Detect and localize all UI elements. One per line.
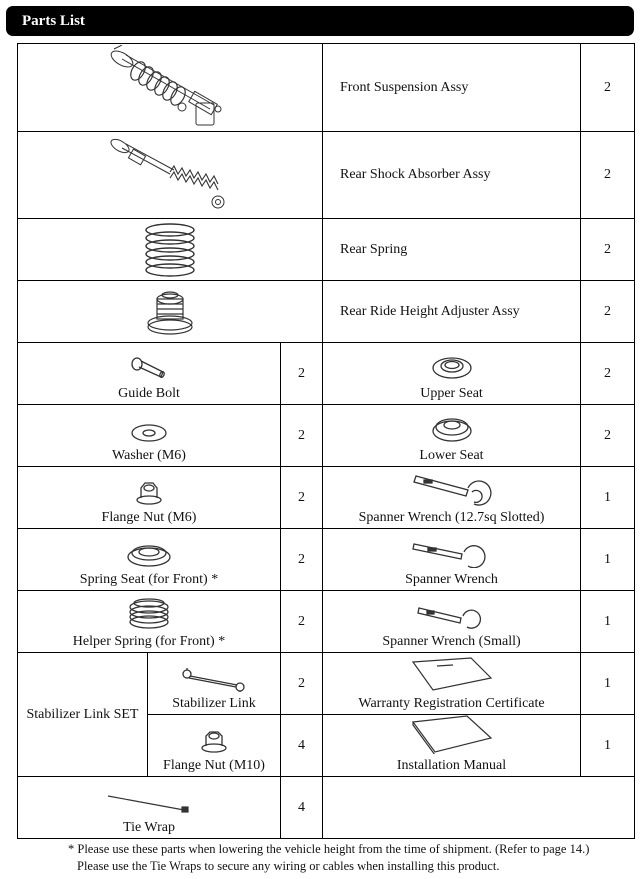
table-row bbox=[18, 777, 635, 839]
part-cell bbox=[323, 529, 581, 591]
part-quantity: 2 bbox=[281, 529, 323, 591]
part-name: Helper Spring (for Front) * bbox=[72, 633, 226, 649]
part-illustration-cell bbox=[18, 132, 323, 219]
front-suspension-icon bbox=[100, 45, 240, 131]
part-quantity: 2 bbox=[581, 132, 635, 219]
table-row bbox=[18, 653, 635, 715]
part-quantity: 2 bbox=[281, 467, 323, 529]
part-quantity: 2 bbox=[281, 405, 323, 467]
part-quantity: 2 bbox=[281, 343, 323, 405]
part-cell bbox=[323, 405, 581, 467]
table-row bbox=[18, 529, 635, 591]
part-quantity: 2 bbox=[581, 219, 635, 281]
part-name: Flange Nut (M6) bbox=[101, 509, 197, 525]
part-name: Lower Seat bbox=[419, 447, 484, 463]
part-cell bbox=[18, 405, 281, 467]
part-name: Spanner Wrench (Small) bbox=[382, 633, 521, 649]
page-title: Parts List bbox=[22, 13, 85, 29]
part-quantity: 1 bbox=[581, 529, 635, 591]
part-quantity: 1 bbox=[581, 715, 635, 777]
footnote-line: Please use the Tie Wraps to secure any wiring or cables when installing this product. bbox=[77, 859, 500, 873]
washer-icon bbox=[129, 422, 169, 444]
rear-spring-icon bbox=[135, 221, 205, 279]
part-name: Installation Manual bbox=[396, 757, 507, 773]
empty-cell bbox=[323, 777, 635, 839]
tie-wrap-icon bbox=[104, 792, 194, 816]
table-row bbox=[18, 132, 635, 219]
spanner-wrench-slotted-icon bbox=[410, 472, 494, 506]
part-name: Rear Spring bbox=[323, 219, 581, 281]
part-cell bbox=[18, 343, 281, 405]
spring-seat-icon bbox=[125, 540, 173, 568]
part-name: Upper Seat bbox=[420, 385, 483, 401]
part-illustration-cell bbox=[18, 219, 323, 281]
stabilizer-set-label: Stabilizer Link SET bbox=[18, 653, 148, 777]
part-cell bbox=[323, 653, 581, 715]
part-quantity: 2 bbox=[581, 405, 635, 467]
ride-height-adjuster-icon bbox=[140, 287, 200, 337]
part-quantity: 2 bbox=[581, 44, 635, 132]
footnote-line: * Please use these parts when lowering the vehicle height from the time of shipment. (Refer to page 14.) bbox=[68, 842, 590, 856]
table-row bbox=[18, 467, 635, 529]
part-cell bbox=[323, 467, 581, 529]
part-quantity: 2 bbox=[581, 343, 635, 405]
table-row bbox=[18, 44, 635, 132]
part-cell bbox=[148, 653, 281, 715]
part-quantity: 1 bbox=[581, 653, 635, 715]
part-cell bbox=[18, 529, 281, 591]
lower-seat-icon bbox=[430, 414, 474, 444]
footnotes bbox=[68, 841, 589, 875]
flange-nut-m10-icon bbox=[199, 728, 229, 754]
part-cell bbox=[323, 591, 581, 653]
part-cell bbox=[323, 343, 581, 405]
spanner-wrench-icon bbox=[410, 538, 494, 568]
helper-spring-icon bbox=[127, 596, 171, 630]
table-row bbox=[18, 281, 635, 343]
rear-shock-absorber-icon bbox=[100, 134, 240, 216]
part-quantity: 4 bbox=[281, 715, 323, 777]
table-row bbox=[18, 219, 635, 281]
part-illustration-cell bbox=[18, 44, 323, 132]
part-quantity: 2 bbox=[281, 653, 323, 715]
part-name: Spanner Wrench bbox=[405, 571, 498, 587]
part-quantity: 1 bbox=[581, 591, 635, 653]
flange-nut-icon bbox=[134, 478, 164, 506]
spanner-wrench-small-icon bbox=[415, 604, 489, 630]
part-name: Stabilizer Link bbox=[172, 695, 256, 711]
table-row bbox=[18, 405, 635, 467]
part-cell bbox=[148, 715, 281, 777]
part-name: Spring Seat (for Front) * bbox=[79, 571, 219, 587]
part-quantity: 2 bbox=[281, 591, 323, 653]
part-illustration-cell bbox=[18, 281, 323, 343]
table-row bbox=[18, 591, 635, 653]
stabilizer-link-icon bbox=[179, 668, 249, 692]
part-name: Rear Ride Height Adjuster Assy bbox=[323, 281, 581, 343]
part-cell bbox=[18, 591, 281, 653]
upper-seat-icon bbox=[430, 354, 474, 382]
parts-table bbox=[17, 43, 635, 839]
part-name: Guide Bolt bbox=[118, 385, 180, 401]
part-quantity: 2 bbox=[581, 281, 635, 343]
part-name: Spanner Wrench (12.7sq Slotted) bbox=[358, 509, 545, 525]
part-quantity: 4 bbox=[281, 777, 323, 839]
table-row bbox=[18, 343, 635, 405]
part-cell bbox=[18, 467, 281, 529]
certificate-icon bbox=[409, 656, 495, 692]
part-name: Front Suspension Assy bbox=[323, 44, 581, 132]
guide-bolt-icon bbox=[129, 356, 169, 382]
part-name: Tie Wrap bbox=[123, 819, 175, 835]
part-quantity: 1 bbox=[581, 467, 635, 529]
parts-list-header bbox=[6, 6, 634, 36]
part-cell bbox=[18, 777, 281, 839]
part-name: Rear Shock Absorber Assy bbox=[323, 132, 581, 219]
part-name: Washer (M6) bbox=[112, 447, 186, 463]
part-name: Flange Nut (M10) bbox=[163, 757, 265, 773]
part-name: Warranty Registration Certificate bbox=[358, 695, 545, 711]
part-cell bbox=[323, 715, 581, 777]
manual-icon bbox=[409, 714, 495, 754]
